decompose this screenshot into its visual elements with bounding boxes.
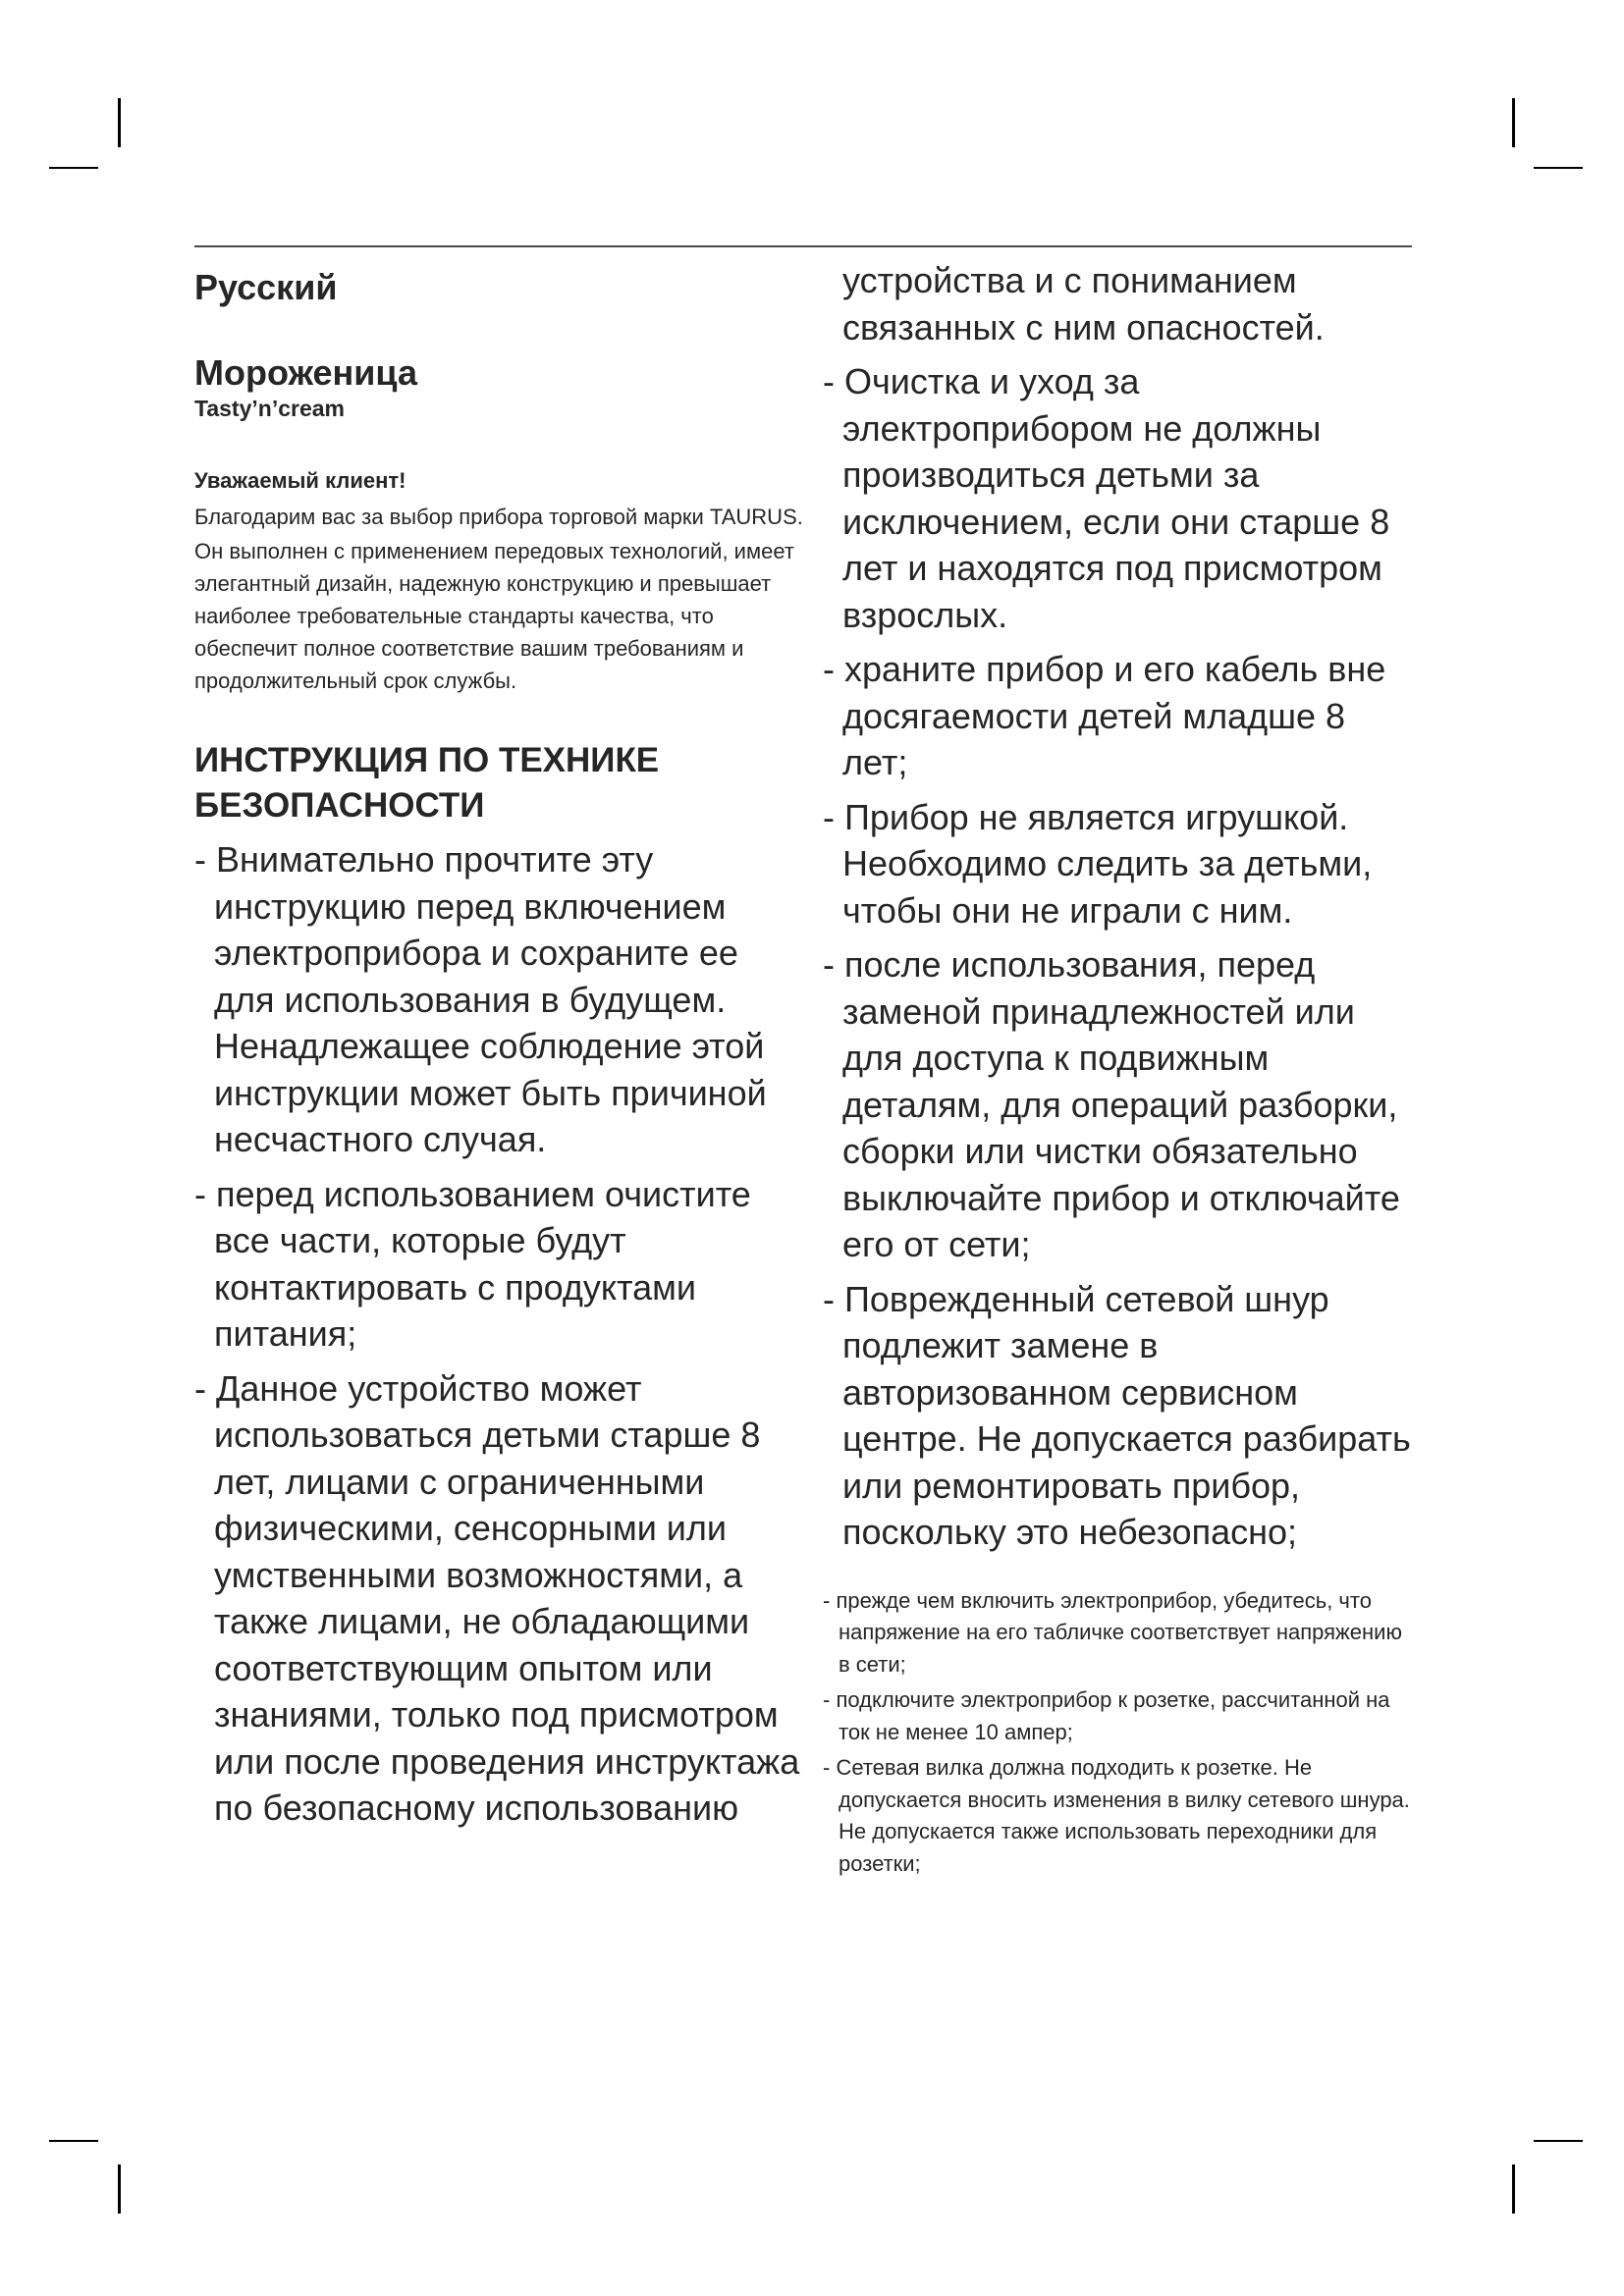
left-column: [194, 251, 803, 1840]
safety-item: - Очистка и уход за электроприбором не должны производиться детьми за исключением, если они старше 8 лет и находятся под присмотром взрослых.: [823, 358, 1418, 638]
crop-mark-top-right-vertical: [1512, 98, 1515, 147]
crop-mark-bottom-right-horizontal: [1534, 2140, 1583, 2142]
safety-list-left: [194, 836, 803, 1832]
safety-item: - Поврежденный сетевой шнур подлежит замене в авторизованном сервисном центре. Не допускается разбирать или ремонтировать прибор, поскольку это небезопасно;: [823, 1276, 1418, 1556]
crop-mark-top-left-vertical: [118, 98, 121, 147]
safety-item: - после использования, перед заменой принадлежностей или для доступа к подвижным деталям, для операций разборки, сборки или чистки обязательно выключайте прибор и отключайте его от сети;: [823, 941, 1418, 1268]
safety-title: ИНСТРУКЦИЯ ПО ТЕХНИКЕ БЕЗОПАСНОСТИ: [194, 741, 660, 825]
safety-item-continuation: устройства и с пониманием связанных с ним опасностей.: [842, 260, 1325, 347]
safety-list-right: [823, 257, 1418, 1556]
header-rule: [194, 245, 1412, 247]
safety-item: - Внимательно прочтите эту инструкцию перед включением электроприбора и сохраните ее для использования в будущем. Ненадлежащее соблюдение этой инструкции может быть причиной несчастного случая.: [194, 836, 803, 1163]
safety-list-small: [823, 1585, 1418, 1881]
safety-item: - перед использованием очистите все части, которые будут контактировать с продуктами питания;: [194, 1171, 803, 1358]
model-name: Tasty’n’cream: [194, 396, 345, 421]
safety-item: - Прибор не является игрушкой. Необходимо следить за детьми, чтобы они не играли с ним.: [823, 794, 1418, 934]
safety-item-small: - прежде чем включить электроприбор, убедитесь, что напряжение на его табличке соответствует напряжению в сети;: [823, 1585, 1418, 1682]
language-heading: Русский: [194, 267, 338, 307]
intro-paragraph-1: Благодарим вас за выбор прибора торговой марки TAURUS.: [194, 505, 803, 529]
safety-item-small: - подключите электроприбор к розетке, рассчитанной на ток не менее 10 ампер;: [823, 1684, 1418, 1748]
product-title: Мороженица: [194, 352, 418, 393]
safety-item-small: - Сетевая вилка должна подходить к розетке. Не допускается вносить изменения в вилку сетевого шнура. Не допускается также использовать переходники для розетки;: [823, 1752, 1418, 1880]
crop-mark-bottom-left-horizontal: [49, 2140, 98, 2142]
crop-mark-top-right-horizontal: [1534, 167, 1583, 169]
right-column: [823, 257, 1418, 1884]
crop-mark-bottom-right-vertical: [1512, 2164, 1515, 2214]
intro-paragraph-2: Он выполнен с применением передовых технологий, имеет элегантный дизайн, надежную конструкцию и превышает наиболее требовательные стандарты качества, что обеспечит полное соответствие вашим требованиям и продолжительный срок службы.: [194, 539, 794, 693]
crop-mark-bottom-left-vertical: [118, 2164, 121, 2214]
greeting: Уважаемый клиент!: [194, 468, 406, 493]
safety-item: - храните прибор и его кабель вне досягаемости детей младше 8 лет;: [823, 646, 1418, 786]
safety-item: - Данное устройство может использоваться детьми старше 8 лет, лицами с ограниченными физическими, сенсорными или умственными возможностями, а также лицами, не обладающими соответствующим опытом или знаниями, только под присмотром или после проведения инструктажа по безопасному использованию: [194, 1365, 803, 1832]
crop-mark-top-left-horizontal: [49, 167, 98, 169]
